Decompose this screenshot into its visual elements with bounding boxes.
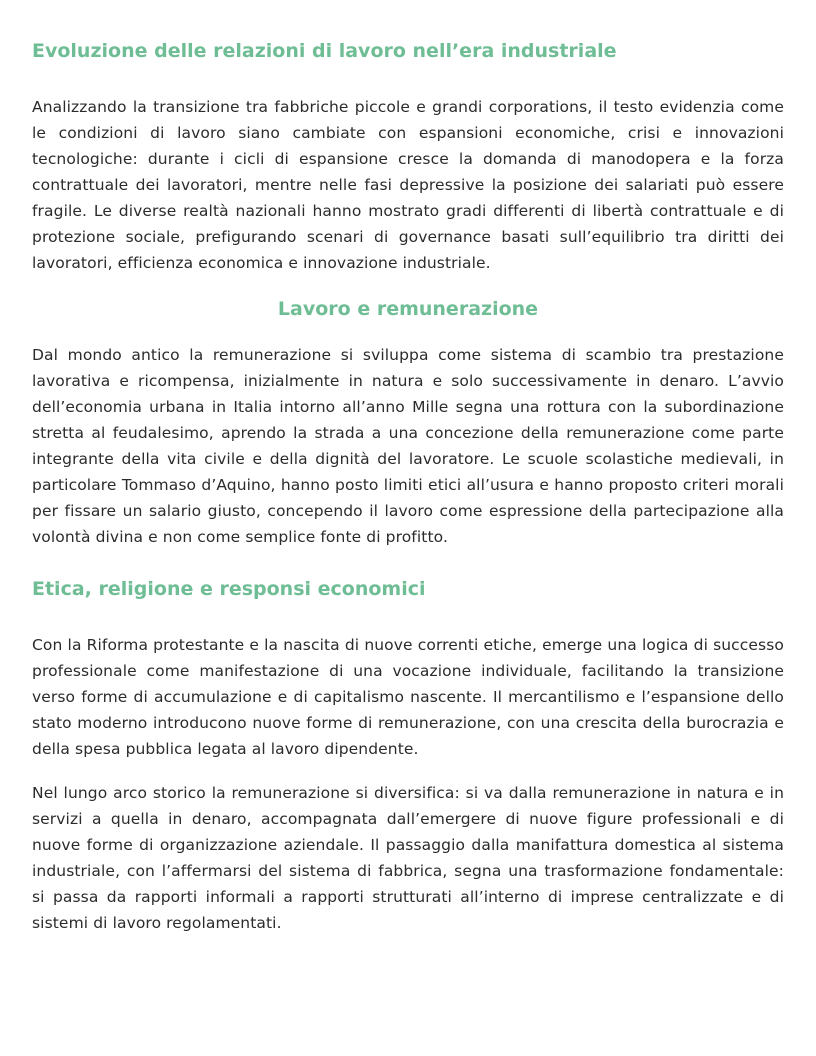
paragraph-riforma: Con la Riforma protestante e la nascita di nuove correnti etiche, emerge una logica di successo professionale come manifestazione di una vocazione individuale, facilitando la transizione verso forme di accumulazione e di capitalismo nascente. Il mercantilismo e l’espansione dello stato moderno introducono nuove forme di remunerazione, con una crescita della burocrazia e della spesa pubblica legata al lavoro dipendente. xyxy=(32,636,784,758)
paragraph-arco-storico: Nel lungo arco storico la remunerazione si diversifica: si va dalla remunerazione in natura e in servizi a quella in denaro, accompagnata dall’emergere di nuove figure professionali e di nuove forme di organizzazione aziendale. Il passaggio dalla manifattura domestica al sistema industriale, con l’affermarsi del sistema di fabbrica, segna una trasformazione fondamentale: si passa da rapporti informali a rapporti strutturati all’interno di imprese centralizzate e di sistemi di lavoro regolamentati. xyxy=(32,784,784,932)
paragraph-evoluzione: Analizzando la transizione tra fabbriche piccole e grandi corporations, il testo evidenzia come le condizioni di lavoro siano cambiate con espansioni economiche, crisi e innovazioni tecnologiche: durante i cicli di espansione cresce la domanda di manodopera e la forza contrattuale dei lavoratori, mentre nelle fasi depressive la posizione dei salariati può essere fragile. Le diverse realtà nazionali hanno mostrato gradi differenti di libertà contrattuale e di protezione sociale, prefigurando scenari di governance basati sull’equilibrio tra diritti dei lavoratori, efficienza economica e innovazione industriale. xyxy=(32,98,784,272)
section-heading-lavoro-remunerazione: Lavoro e remunerazione xyxy=(277,298,539,320)
section-heading-evoluzione: Evoluzione delle relazioni di lavoro nell’era industriale xyxy=(32,40,617,62)
paragraph-lavoro-remunerazione: Dal mondo antico la remunerazione si sviluppa come sistema di scambio tra prestazione lavorativa e ricompensa, inizialmente in natura e solo successivamente in denaro. L’avvio dell’economia urbana in Italia intorno all’anno Mille segna una rottura con la subordinazione stretta al feudalesimo, aprendo la strada a una concezione della remunerazione come parte integrante della vita civile e della dignità del lavoratore. Le scuole scolastiche medievali, in particolare Tommaso d’Aquino, hanno posto limiti etici all’usura e hanno proposto criteri morali per fissare un salario giusto, concependo il lavoro come espressione della partecipazione alla volontà divina e non come semplice fonte di profitto. xyxy=(32,346,784,546)
section-heading-etica: Etica, religione e responsi economici xyxy=(32,578,426,600)
